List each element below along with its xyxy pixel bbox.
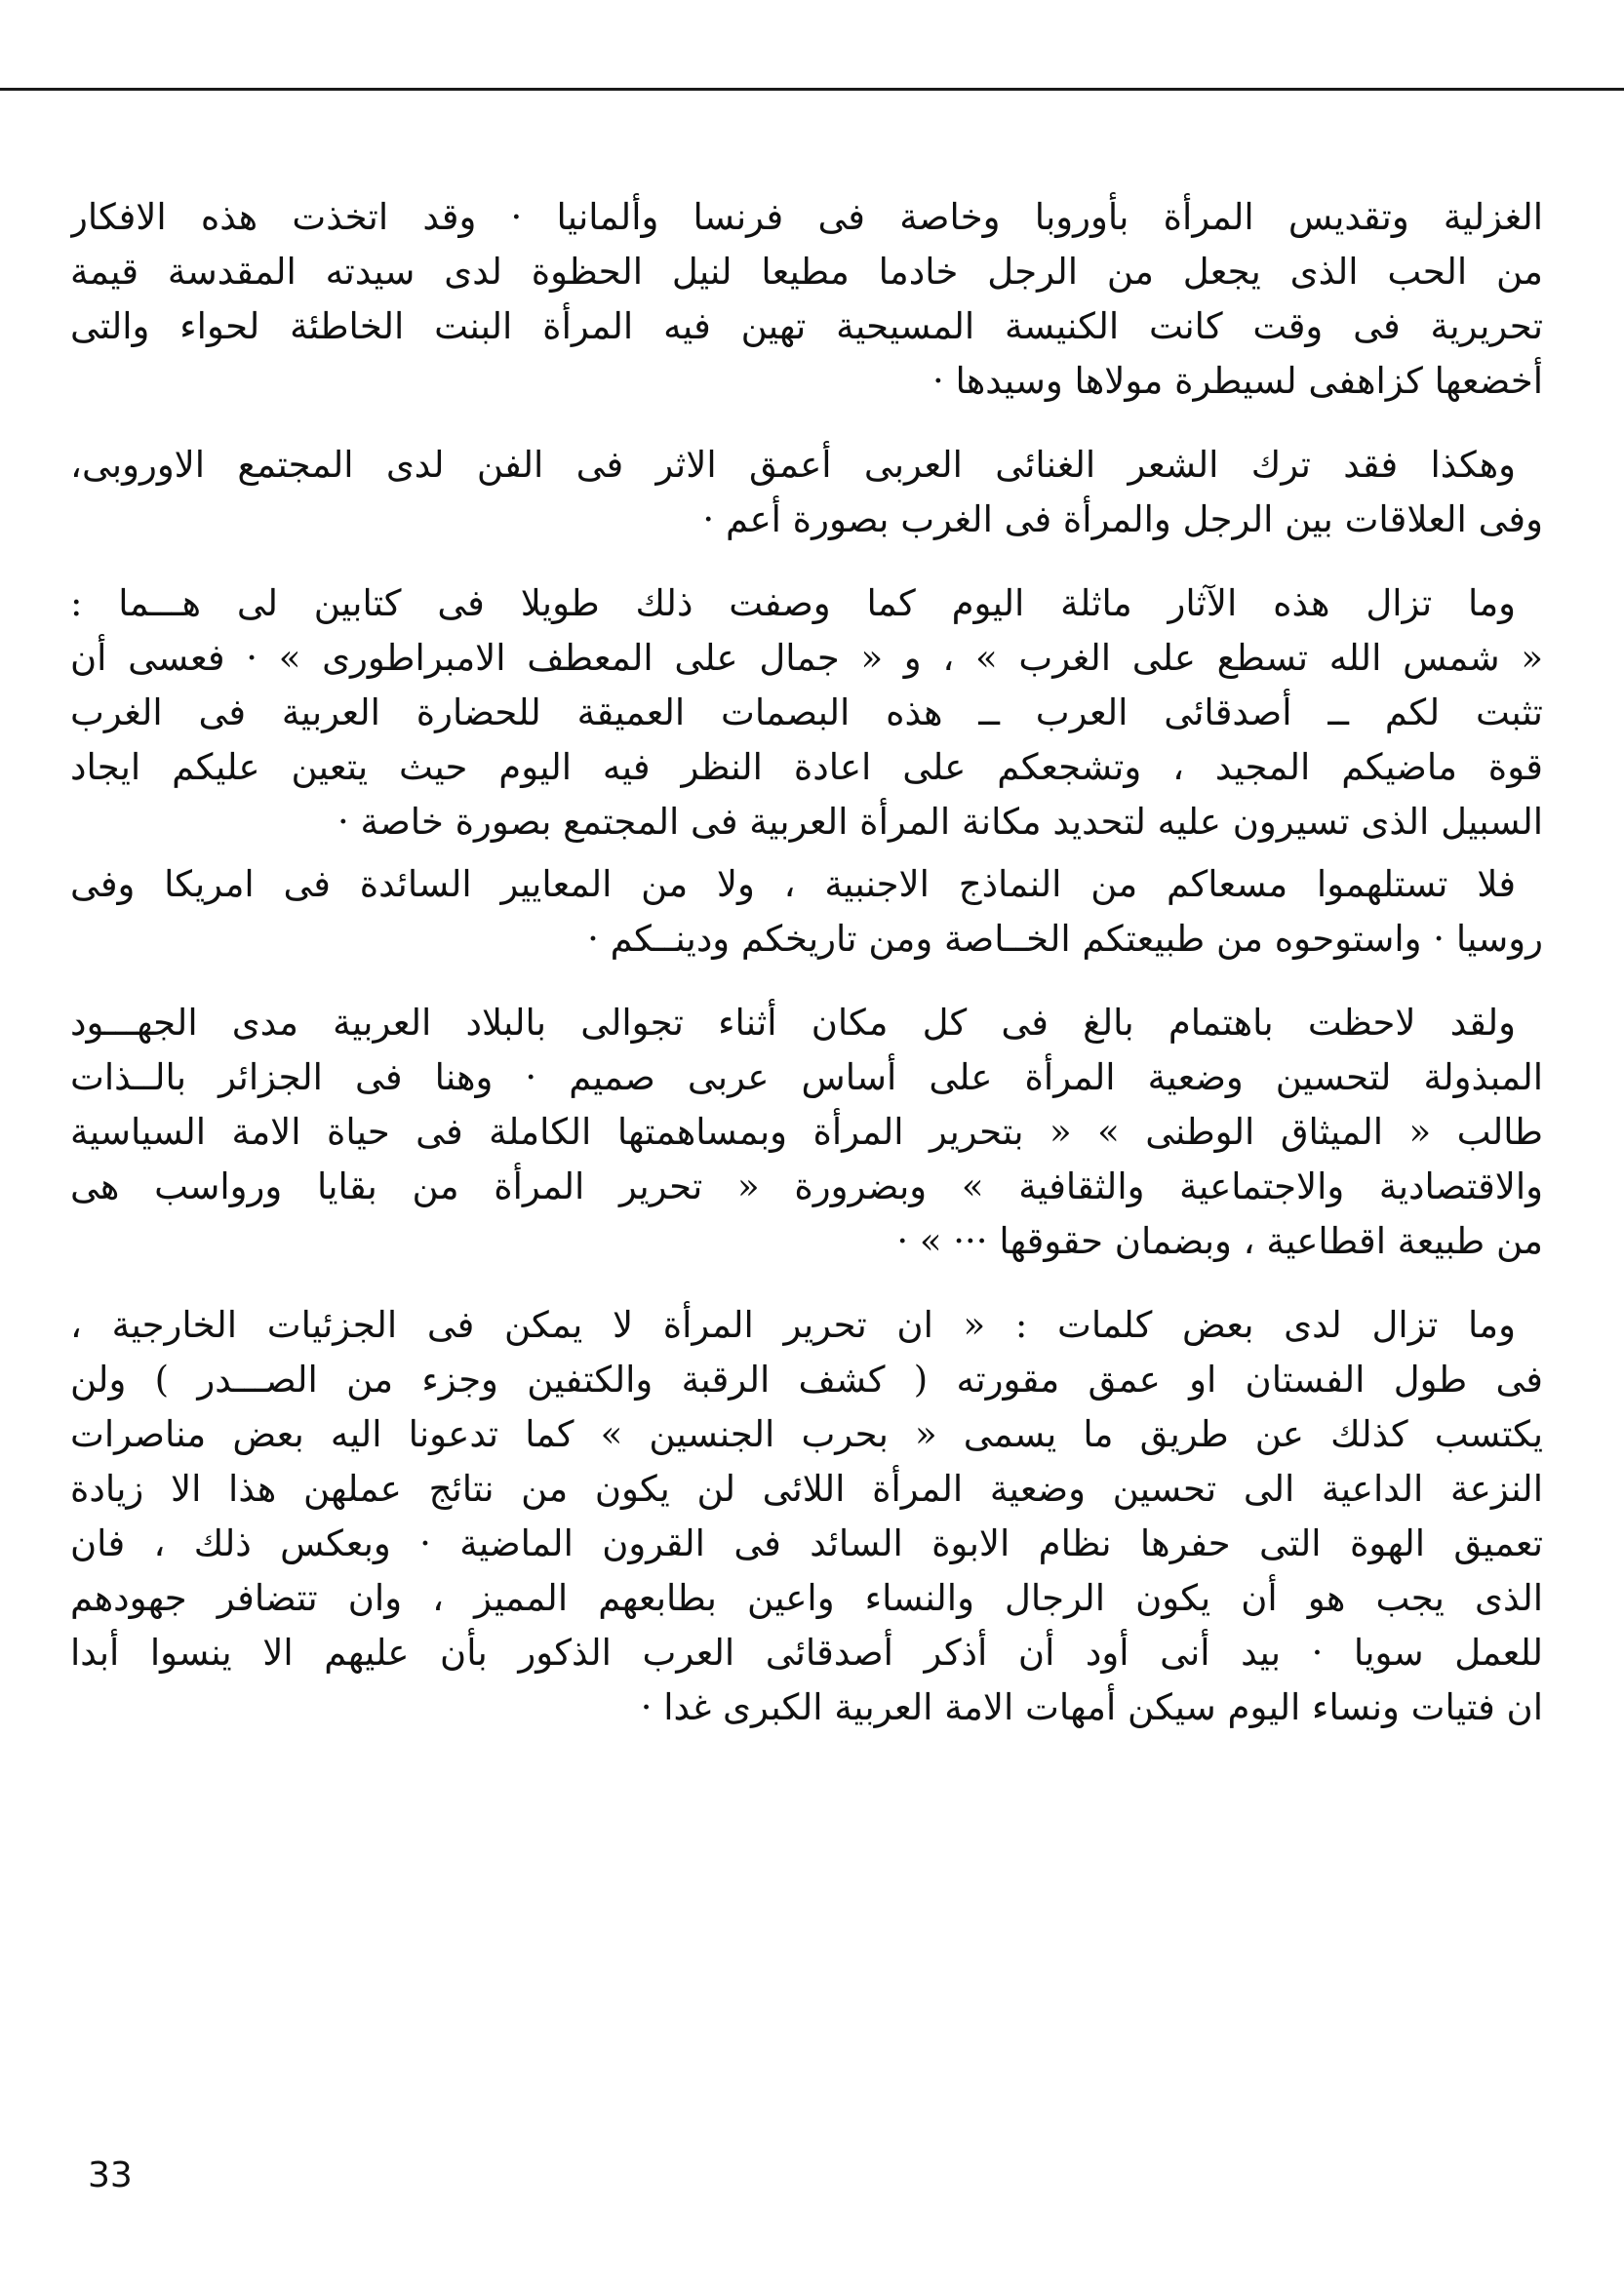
paragraph-4 — [70, 857, 1543, 967]
text-line: والاقتصادية والاجتماعية والثقافية » وبضرورة « تحرير المرأة من بقايا ورواسب هى — [70, 1165, 1543, 1207]
text-line: فى طول الفستان او عمق مقورته ( كشف الرقبة والكتفين وجزء من الصـــدر ) ولن — [70, 1359, 1543, 1401]
text-line: « شمس الله تسطع على الغرب » ، و « جمال على المعطف الامبراطورى » · فعسى أن — [70, 637, 1543, 679]
text-line: المبذولة لتحسين وضعية المرأة على أساس عربى صميم · وهنا فى الجزائر بالــذات — [70, 1056, 1543, 1098]
text-line: قوة ماضيكم المجيد ، وتشجعكم على اعادة النظر فيه اليوم حيث يتعين عليكم ايجاد — [70, 746, 1543, 788]
paragraph-6 — [70, 1298, 1543, 1735]
top-rule — [0, 88, 1624, 91]
text-line: فلا تستلهموا مسعاكم من النماذج الاجنبية ، ولا من المعايير السائدة فى امريكا وفى — [70, 863, 1516, 905]
text-line: ولقد لاحظت باهتمام بالغ فى كل مكان أثناء تجوالى بالبلاد العربية مدى الجهـــود — [70, 1002, 1516, 1044]
paragraph-5 — [70, 996, 1543, 1269]
page-body — [70, 190, 1543, 1735]
text-line: وفى العلاقات بين الرجل والمرأة فى الغرب بصورة أعم · — [702, 498, 1543, 540]
text-line: وما تزال لدى بعض كلمات : « ان تحرير المرأة لا يمكن فى الجزئيات الخارجية ، — [70, 1304, 1516, 1346]
text-line: الذى يجب هو أن يكون الرجال والنساء واعين بطابعهم المميز ، وان تتضافر جهودهم — [70, 1577, 1543, 1619]
text-line: الغزلية وتقديس المرأة بأوروبا وخاصة فى فرنسا وألمانيا · وقد اتخذت هذه الافكار — [70, 196, 1543, 238]
text-line: من طبيعة اقطاعية ، وبضمان حقوقها ··· » · — [896, 1220, 1543, 1262]
text-line: أخضعها كزاهفى لسيطرة مولاها وسيدها · — [931, 360, 1543, 402]
paragraph-3 — [70, 576, 1543, 849]
text-line: تثبت لكم ــ أصدقائى العرب ــ هذه البصمات العميقة للحضارة العربية فى الغرب — [70, 691, 1543, 733]
text-line: تعميق الهوة التى حفرها نظام الابوة السائد فى القرون الماضية · وبعكس ذلك ، فان — [70, 1522, 1543, 1564]
text-line: النزعة الداعية الى تحسين وضعية المرأة اللائى لن يكون من نتائج عملهن هذا الا زيادة — [70, 1468, 1543, 1510]
text-line: تحريرية فى وقت كانت الكنيسة المسيحية تهين فيه المرأة البنت الخاطئة لحواء والتى — [70, 305, 1543, 347]
text-line: من الحب الذى يجعل من الرجل خادما مطيعا لنيل الحظوة لدى سيدته المقدسة قيمة — [70, 251, 1543, 293]
text-line: وما تزال هذه الآثار ماثلة اليوم كما وصفت ذلك طويلا فى كتابين لى هـــما : — [70, 582, 1517, 624]
text-line: وهكذا فقد ترك الشعر الغنائى العربى أعمق الاثر فى الفن لدى المجتمع الاوروبى، — [70, 444, 1516, 486]
paragraph-1 — [70, 190, 1543, 409]
text-line: السبيل الذى تسيرون عليه لتحديد مكانة المرأة العربية فى المجتمع بصورة خاصة · — [337, 801, 1543, 843]
paragraph-2 — [70, 438, 1543, 547]
text-line: طالب « الميثاق الوطنى » « بتحرير المرأة وبمساهمتها الكاملة فى حياة الامة السياسية — [70, 1111, 1543, 1153]
text-line: ان فتيات ونساء اليوم سيكن أمهات الامة العربية الكبرى غدا · — [640, 1686, 1543, 1728]
text-line: للعمل سويا · بيد أنى أود أن أذكر أصدقائى العرب الذكور بأن عليهم الا ينسوا أبدا — [70, 1632, 1543, 1674]
text-line: يكتسب كذلك عن طريق ما يسمى « بحرب الجنسين » كما تدعونا اليه بعض مناصرات — [70, 1413, 1543, 1455]
page-number: 33 — [88, 2155, 133, 2195]
text-line: روسيا · واستوحوه من طبيعتكم الخــاصة ومن تاريخكم ودينــكم · — [587, 918, 1543, 960]
